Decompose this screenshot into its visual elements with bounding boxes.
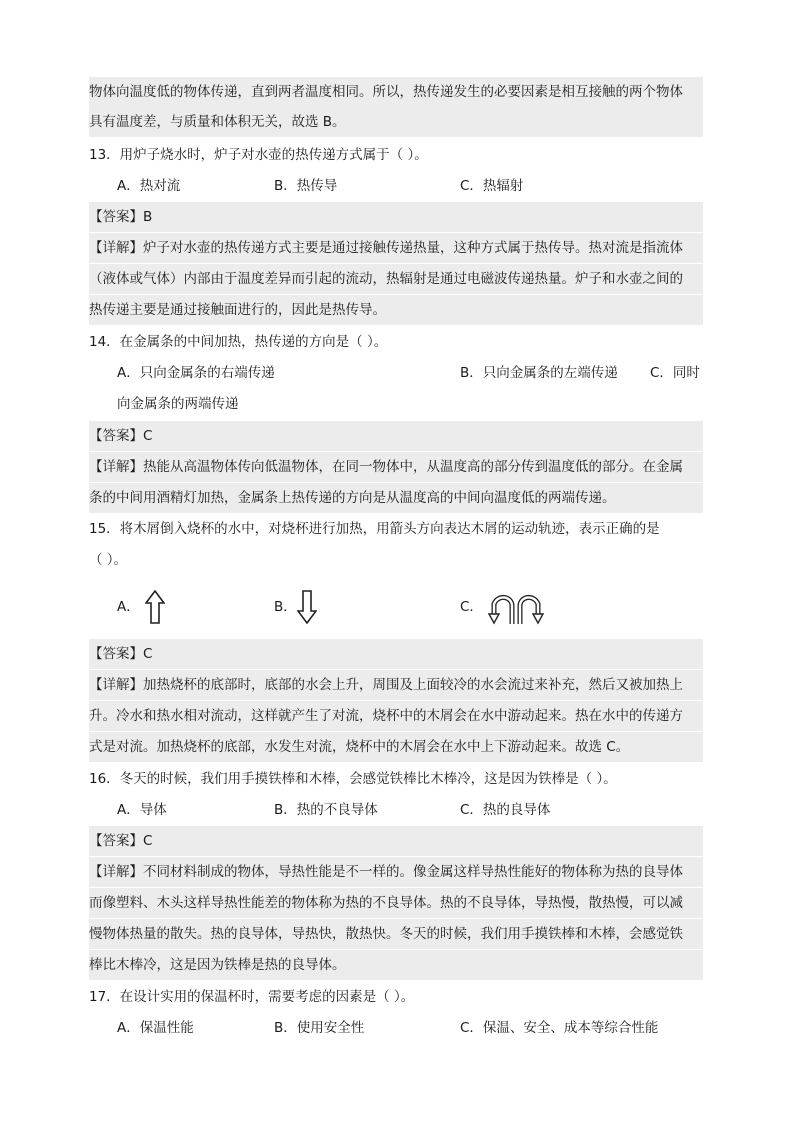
explanation-line: 物体向温度低的物体传递，直到两者温度相同。所以，热传递发生的必要因素是相互接触的两个物体 <box>89 77 703 107</box>
q16-option-c: C．热的良导体 <box>460 802 551 818</box>
convection-arrows-icon <box>488 588 544 630</box>
q16-option-a: A．导体 <box>117 802 167 818</box>
q16-explanation-line: 而像塑料、木头这样导热性能差的物体称为热的不良导体。热的不良导体，导热慢，散热慢，可以减 <box>89 888 703 918</box>
q14-option-c-cont: 向金属条的两端传递 <box>117 396 239 412</box>
question-16-stem: 16．冬天的时候，我们用手摸铁棒和木棒，会感觉铁棒比木棒冷，这是因为铁棒是（ ）。 <box>89 771 617 787</box>
q17-option-b: B．使用安全性 <box>274 1020 365 1036</box>
question-15-stem-cont: （ ）。 <box>89 552 128 568</box>
q14-answer: 【答案】C <box>89 421 703 451</box>
q13-option-b: B．热传导 <box>274 178 338 194</box>
question-17-stem: 17．在设计实用的保温杯时，需要考虑的因素是（ ）。 <box>89 989 415 1005</box>
q14-explanation-line: 【详解】热能从高温物体传向低温物体，在同一物体中，从温度高的部分传到温度低的部分。在金属 <box>89 452 703 482</box>
question-14-stem: 14．在金属条的中间加热，热传递的方向是（ ）。 <box>89 334 388 350</box>
q16-explanation-line: 慢物体热量的散失。热的良导体，导热快，散热快。冬天的时候，我们用手摸铁棒和木棒，会感觉铁 <box>89 919 703 949</box>
q13-explanation-line: 热传递主要是通过接触面进行的，因此是热传导。 <box>89 295 703 325</box>
q16-explanation-line: 棒比木棒冷，这是因为铁棒是热的良导体。 <box>89 950 703 980</box>
explanation-line: 具有温度差，与质量和体积无关，故选 B。 <box>89 107 703 137</box>
q14-option-b: B．只向金属条的左端传递 <box>460 365 618 381</box>
q15-option-b: B． <box>274 599 297 615</box>
q14-explanation-line: 条的中间用酒精灯加热，金属条上热传递的方向是从温度高的中间向温度低的两端传递。 <box>89 483 703 513</box>
arrow-down-icon <box>297 590 317 628</box>
q16-explanation-line: 【详解】不同材料制成的物体，导热性能是不一样的。像金属这样导热性能好的物体称为热的良导体 <box>89 857 703 887</box>
question-13-stem: 13．用炉子烧水时，炉子对水壶的热传递方式属于（ ）。 <box>89 147 428 163</box>
q17-option-c: C．保温、安全、成本等综合性能 <box>460 1020 659 1036</box>
q15-explanation-line: 式是对流。加热烧杯的底部，水发生对流，烧杯中的木屑会在水中上下游动起来。故选 C。 <box>89 732 703 762</box>
q17-option-a: A．保温性能 <box>117 1020 194 1036</box>
q15-option-c: C． <box>460 599 483 615</box>
arrow-up-icon <box>145 590 165 628</box>
q14-option-c: C．同时 <box>650 365 700 381</box>
q13-option-c: C．热辐射 <box>460 178 524 194</box>
q14-option-a: A．只向金属条的右端传递 <box>117 365 275 381</box>
q15-explanation-line: 【详解】加热烧杯的底部时，底部的水会上升，周围及上面较冷的水会流过来补充，然后又被加热上 <box>89 670 703 700</box>
q13-option-a: A．热对流 <box>117 178 181 194</box>
q13-explanation-line: （液体或气体）内部由于温度差异而引起的流动，热辐射是通过电磁波传递热量。炉子和水壶之间的 <box>89 264 703 294</box>
q16-answer: 【答案】C <box>89 826 703 856</box>
q13-explanation-line: 【详解】炉子对水壶的热传递方式主要是通过接触传递热量，这种方式属于热传导。热对流是指流体 <box>89 233 703 263</box>
q13-answer: 【答案】B <box>89 202 703 232</box>
question-15-stem: 15．将木屑倒入烧杯的水中，对烧杯进行加热，用箭头方向表达木屑的运动轨迹，表示正确的是 <box>89 521 660 537</box>
q15-explanation-line: 升。冷水和热水相对流动，这样就产生了对流，烧杯中的木屑会在水中游动起来。热在水中的传递方 <box>89 701 703 731</box>
q15-answer: 【答案】C <box>89 639 703 669</box>
q16-option-b: B．热的不良导体 <box>274 802 378 818</box>
q15-option-a: A． <box>117 599 140 615</box>
